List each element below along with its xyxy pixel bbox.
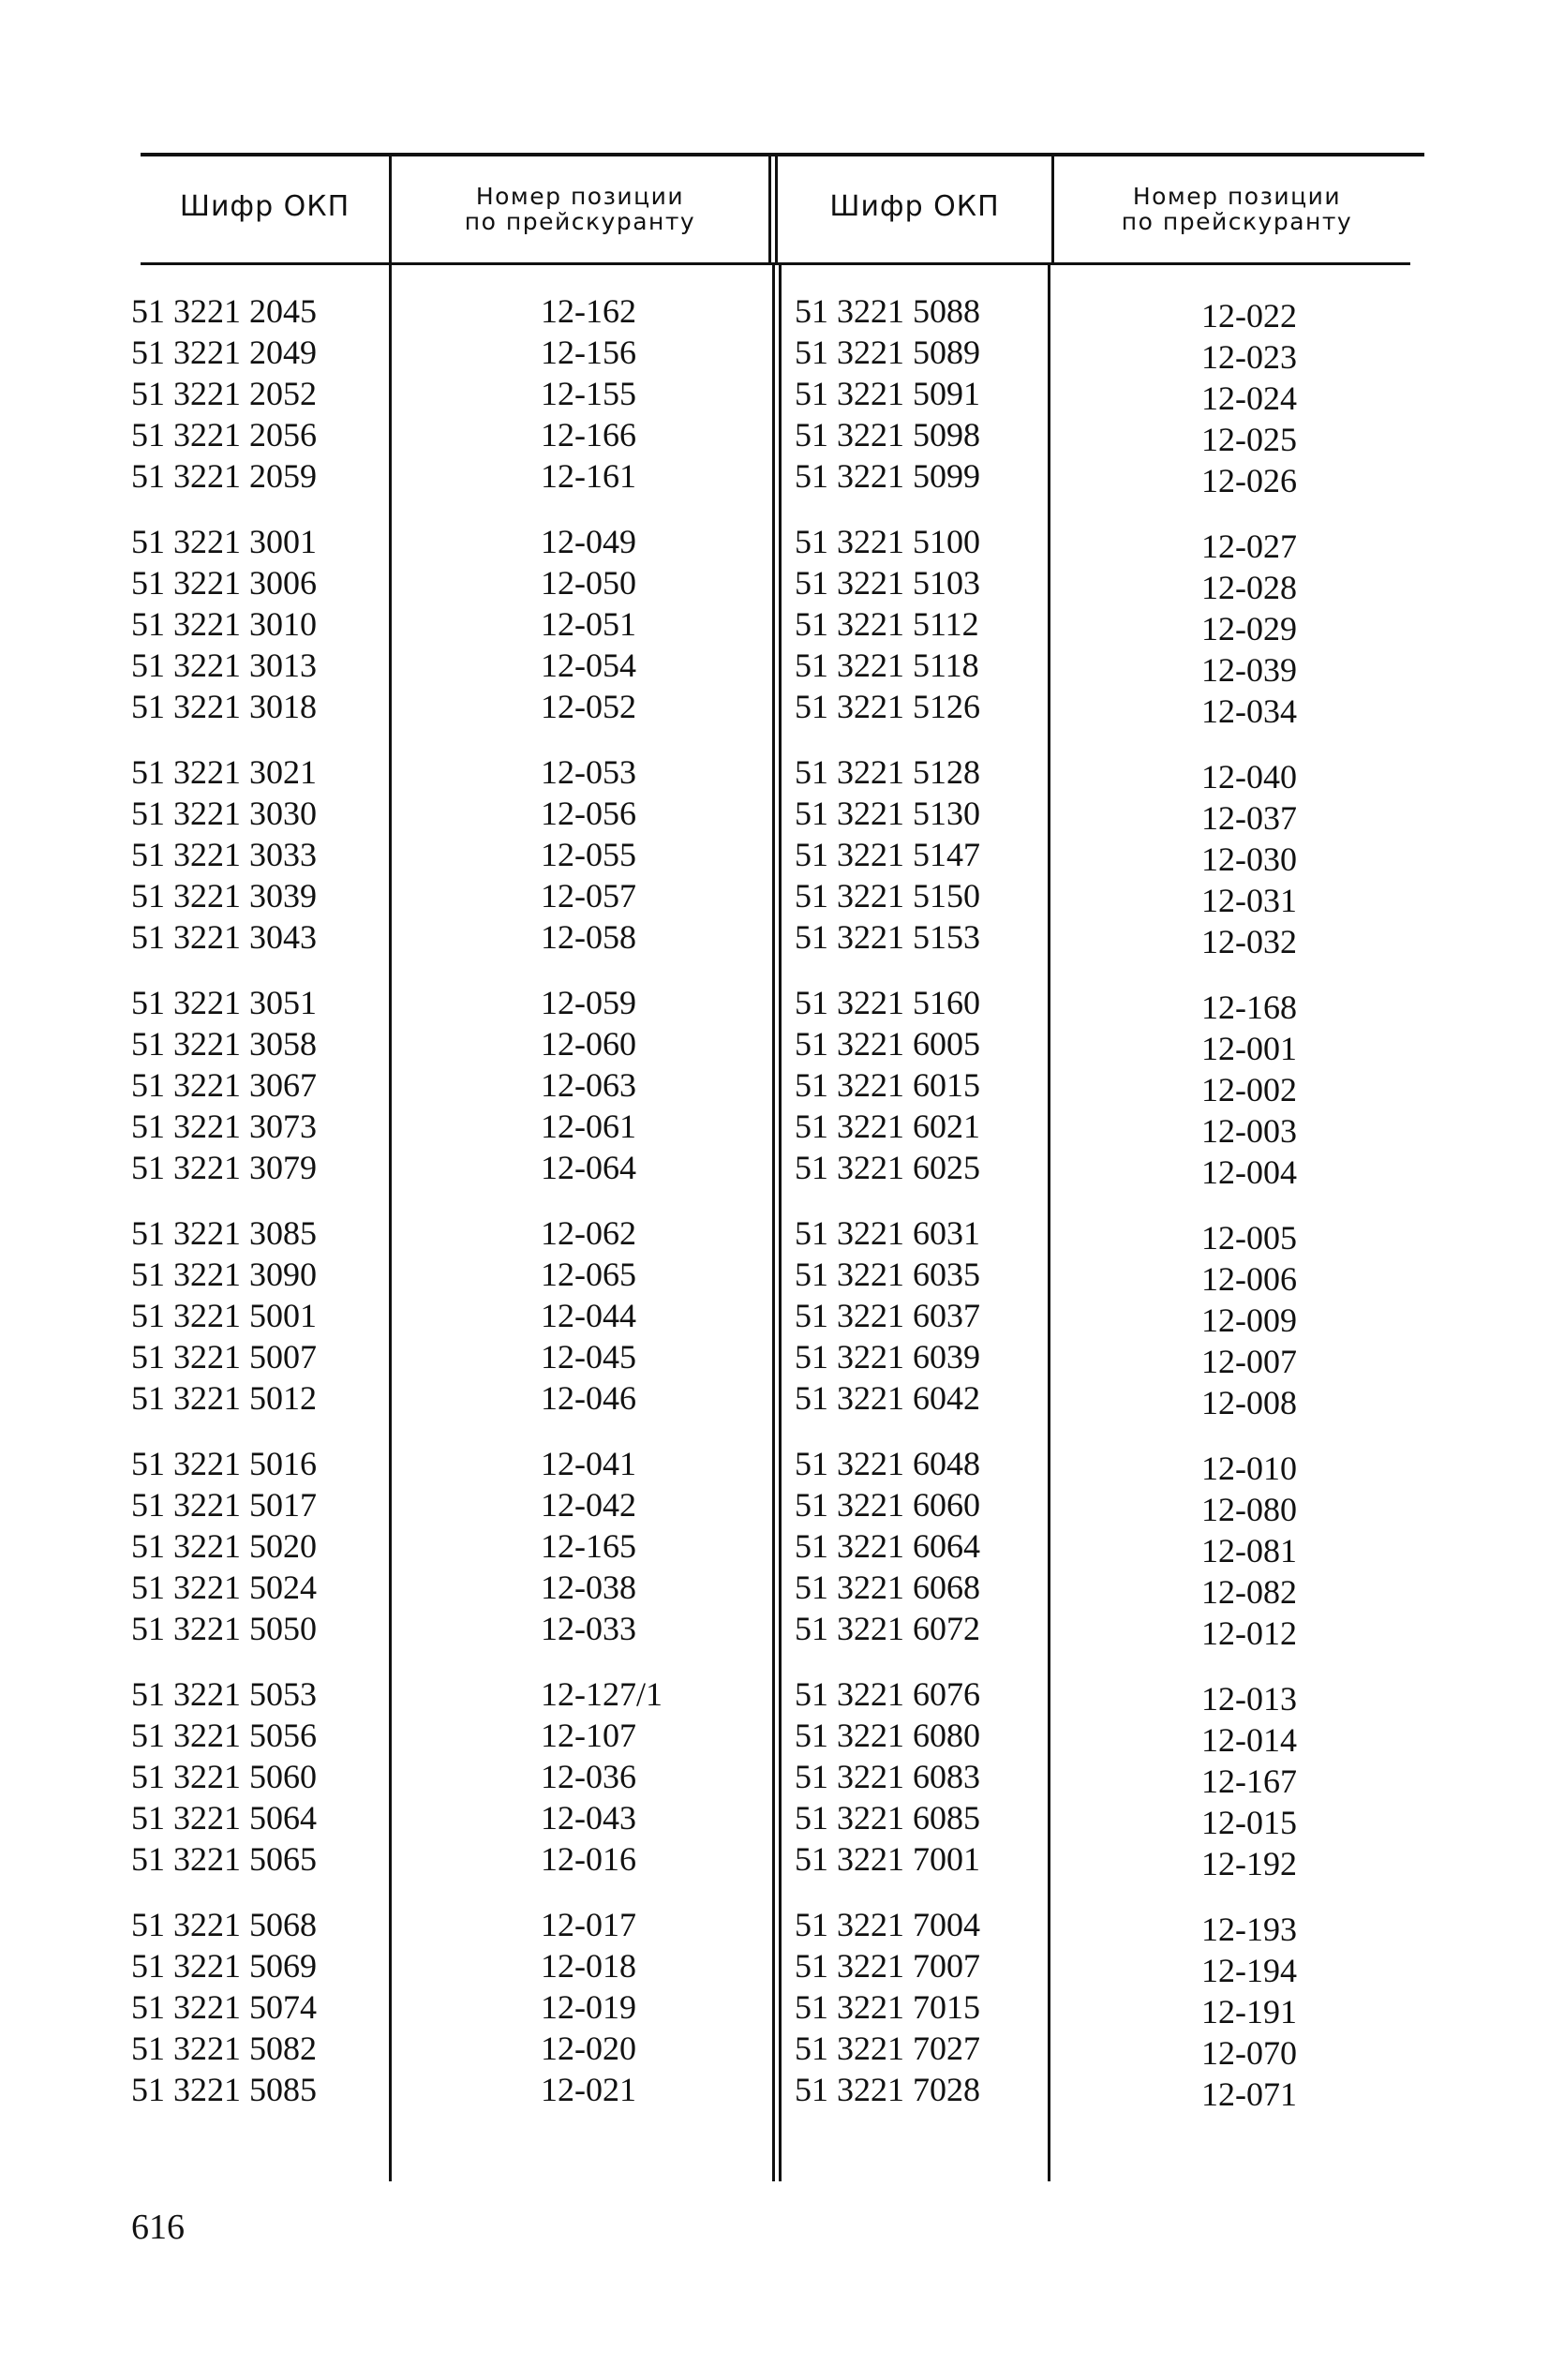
top-rule	[141, 153, 1424, 156]
price-position-left: 12-057	[541, 877, 636, 915]
price-position-left: 12-044	[541, 1297, 636, 1334]
price-position-left: 12-049	[541, 523, 636, 560]
price-position-right: 12-003	[1201, 1112, 1297, 1150]
price-position-left: 12-065	[541, 1256, 636, 1293]
okp-code-right: 51 3221 5100	[795, 523, 980, 560]
price-position-right: 12-193	[1201, 1911, 1297, 1948]
okp-code-left: 51 3221 5001	[131, 1297, 317, 1334]
center-double-divider-b-header	[775, 155, 778, 262]
okp-code-left: 51 3221 5012	[131, 1379, 317, 1417]
header-position-left	[392, 184, 768, 234]
header-position-left-line1: Номер позиции	[475, 183, 685, 210]
price-position-right: 12-001	[1201, 1030, 1297, 1067]
okp-code-right: 51 3221 6083	[795, 1758, 980, 1795]
price-position-right: 12-022	[1201, 297, 1297, 335]
price-position-right: 12-002	[1201, 1071, 1297, 1108]
price-position-left: 12-155	[541, 375, 636, 412]
okp-code-right: 51 3221 7007	[795, 1947, 980, 1985]
okp-code-right: 51 3221 7028	[795, 2071, 980, 2108]
price-position-left: 12-052	[541, 688, 636, 725]
price-position-left: 12-038	[541, 1569, 636, 1606]
okp-code-right: 51 3221 5089	[795, 334, 980, 371]
okp-code-left: 51 3221 5060	[131, 1758, 317, 1795]
price-position-right: 12-070	[1201, 2034, 1297, 2072]
price-position-right: 12-005	[1201, 1219, 1297, 1257]
price-position-left: 12-064	[541, 1149, 636, 1186]
okp-code-right: 51 3221 5091	[795, 375, 980, 412]
okp-code-left: 51 3221 5065	[131, 1840, 317, 1878]
header-position-left-line2: по прейскуранту	[464, 208, 696, 235]
price-position-left: 12-060	[541, 1025, 636, 1063]
price-position-left: 12-062	[541, 1214, 636, 1252]
okp-code-right: 51 3221 7004	[795, 1906, 980, 1943]
price-position-right: 12-168	[1201, 989, 1297, 1026]
price-position-left: 12-165	[541, 1527, 636, 1565]
okp-code-right: 51 3221 5098	[795, 416, 980, 454]
price-position-right: 12-024	[1201, 379, 1297, 417]
price-position-left: 12-059	[541, 984, 636, 1021]
price-position-left: 12-056	[541, 795, 636, 832]
header-code-left: Шифр ОКП	[179, 190, 350, 223]
okp-code-left: 51 3221 5053	[131, 1675, 317, 1713]
okp-code-right: 51 3221 7015	[795, 1988, 980, 2026]
okp-code-left: 51 3221 5056	[131, 1717, 317, 1754]
okp-code-left: 51 3221 5050	[131, 1610, 317, 1647]
okp-code-left: 51 3221 3058	[131, 1025, 317, 1063]
page-number: 616	[131, 2208, 185, 2247]
price-position-left: 12-021	[541, 2071, 636, 2108]
okp-code-left: 51 3221 3033	[131, 836, 317, 873]
header-position-right-line1: Номер позиции	[1132, 183, 1342, 210]
price-position-right: 12-167	[1201, 1763, 1297, 1800]
okp-code-right: 51 3221 5153	[795, 918, 980, 956]
price-position-right: 12-009	[1201, 1302, 1297, 1339]
okp-code-right: 51 3221 6064	[795, 1527, 980, 1565]
price-position-right: 12-027	[1201, 528, 1297, 565]
okp-code-right: 51 3221 5126	[795, 688, 980, 725]
price-position-right: 12-081	[1201, 1532, 1297, 1569]
okp-code-left: 51 3221 3013	[131, 647, 317, 684]
price-position-left: 12-017	[541, 1906, 636, 1943]
okp-code-left: 51 3221 2049	[131, 334, 317, 371]
okp-code-left: 51 3221 5007	[131, 1338, 317, 1376]
price-position-right: 12-034	[1201, 692, 1297, 730]
okp-code-left: 51 3221 3073	[131, 1108, 317, 1145]
price-position-right: 12-037	[1201, 799, 1297, 837]
okp-code-left: 51 3221 2059	[131, 457, 317, 495]
price-position-right: 12-010	[1201, 1450, 1297, 1487]
price-position-left: 12-043	[541, 1799, 636, 1837]
price-position-right: 12-028	[1201, 569, 1297, 606]
okp-code-left: 51 3221 5020	[131, 1527, 317, 1565]
okp-code-right: 51 3221 6021	[795, 1108, 980, 1145]
header-bottom-rule	[141, 262, 1410, 265]
okp-code-right: 51 3221 6060	[795, 1486, 980, 1524]
price-position-left: 12-051	[541, 605, 636, 643]
center-double-divider-b	[779, 265, 782, 2181]
okp-code-left: 51 3221 3067	[131, 1066, 317, 1104]
column-divider-1	[389, 265, 392, 2181]
okp-code-right: 51 3221 5088	[795, 292, 980, 330]
price-position-right: 12-040	[1201, 758, 1297, 796]
okp-code-left: 51 3221 3021	[131, 753, 317, 791]
price-position-right: 12-082	[1201, 1573, 1297, 1611]
price-position-right: 12-025	[1201, 421, 1297, 458]
header-position-right-line2: по прейскуранту	[1121, 208, 1353, 235]
okp-code-left: 51 3221 2056	[131, 416, 317, 454]
price-position-left: 12-033	[541, 1610, 636, 1647]
okp-code-left: 51 3221 3051	[131, 984, 317, 1021]
okp-code-right: 51 3221 6031	[795, 1214, 980, 1252]
okp-code-left: 51 3221 5064	[131, 1799, 317, 1837]
okp-code-right: 51 3221 5118	[795, 647, 979, 684]
okp-code-left: 51 3221 3018	[131, 688, 317, 725]
okp-code-left: 51 3221 5068	[131, 1906, 317, 1943]
okp-code-left: 51 3221 3085	[131, 1214, 317, 1252]
price-position-left: 12-054	[541, 647, 636, 684]
okp-code-right: 51 3221 6076	[795, 1675, 980, 1713]
price-position-right: 12-023	[1201, 338, 1297, 376]
price-position-left: 12-166	[541, 416, 636, 454]
price-position-left: 12-019	[541, 1988, 636, 2026]
okp-code-right: 51 3221 6037	[795, 1297, 980, 1334]
price-position-left: 12-061	[541, 1108, 636, 1145]
price-position-left: 12-050	[541, 564, 636, 602]
price-position-left: 12-156	[541, 334, 636, 371]
price-position-left: 12-127/1	[541, 1675, 663, 1713]
okp-code-right: 51 3221 5160	[795, 984, 980, 1021]
price-position-left: 12-063	[541, 1066, 636, 1104]
okp-code-left: 51 3221 5085	[131, 2071, 317, 2108]
okp-code-right: 51 3221 5103	[795, 564, 980, 602]
okp-code-right: 51 3221 5128	[795, 753, 980, 791]
price-position-left: 12-055	[541, 836, 636, 873]
okp-code-right: 51 3221 7027	[795, 2030, 980, 2067]
okp-code-right: 51 3221 5150	[795, 877, 980, 915]
okp-code-right: 51 3221 6025	[795, 1149, 980, 1186]
okp-code-right: 51 3221 7001	[795, 1840, 980, 1878]
okp-code-left: 51 3221 3030	[131, 795, 317, 832]
okp-code-left: 51 3221 5024	[131, 1569, 317, 1606]
okp-code-right: 51 3221 6042	[795, 1379, 980, 1417]
price-position-right: 12-015	[1201, 1804, 1297, 1841]
okp-code-left: 51 3221 3039	[131, 877, 317, 915]
price-position-left: 12-162	[541, 292, 636, 330]
price-position-right: 12-026	[1201, 462, 1297, 499]
price-position-right: 12-191	[1201, 1993, 1297, 2030]
price-position-left: 12-107	[541, 1717, 636, 1754]
price-position-right: 12-192	[1201, 1845, 1297, 1882]
price-position-right: 12-012	[1201, 1614, 1297, 1652]
price-position-left: 12-058	[541, 918, 636, 956]
price-position-right: 12-194	[1201, 1952, 1297, 1989]
column-divider-3	[1048, 265, 1050, 2181]
price-position-left: 12-042	[541, 1486, 636, 1524]
price-position-right: 12-006	[1201, 1260, 1297, 1298]
okp-code-left: 51 3221 3010	[131, 605, 317, 643]
price-position-right: 12-071	[1201, 2075, 1297, 2113]
okp-code-right: 51 3221 5112	[795, 605, 979, 643]
price-position-right: 12-080	[1201, 1491, 1297, 1528]
price-position-left: 12-046	[541, 1379, 636, 1417]
center-double-divider-a	[772, 265, 775, 2181]
okp-code-left: 51 3221 5017	[131, 1486, 317, 1524]
okp-code-right: 51 3221 6080	[795, 1717, 980, 1754]
price-position-left: 12-016	[541, 1840, 636, 1878]
okp-code-right: 51 3221 5130	[795, 795, 980, 832]
okp-code-right: 51 3221 6005	[795, 1025, 980, 1063]
price-position-left: 12-161	[541, 457, 636, 495]
price-position-left: 12-018	[541, 1947, 636, 1985]
okp-code-left: 51 3221 3001	[131, 523, 317, 560]
price-position-left: 12-045	[541, 1338, 636, 1376]
okp-code-left: 51 3221 3043	[131, 918, 317, 956]
price-position-left: 12-041	[541, 1445, 636, 1482]
okp-code-right: 51 3221 6048	[795, 1445, 980, 1482]
price-position-right: 12-004	[1201, 1153, 1297, 1191]
okp-code-right: 51 3221 6085	[795, 1799, 980, 1837]
okp-code-right: 51 3221 6039	[795, 1338, 980, 1376]
okp-code-left: 51 3221 3090	[131, 1256, 317, 1293]
price-position-right: 12-039	[1201, 651, 1297, 689]
center-double-divider-a-header	[768, 155, 771, 262]
okp-code-right: 51 3221 6072	[795, 1610, 980, 1647]
price-position-left: 12-020	[541, 2030, 636, 2067]
price-position-right: 12-013	[1201, 1680, 1297, 1718]
header-position-right	[1054, 184, 1420, 234]
okp-code-left: 51 3221 5082	[131, 2030, 317, 2067]
price-position-left: 12-053	[541, 753, 636, 791]
okp-code-left: 51 3221 2052	[131, 375, 317, 412]
price-position-right: 12-031	[1201, 882, 1297, 919]
price-position-right: 12-032	[1201, 923, 1297, 960]
okp-code-right: 51 3221 5147	[795, 836, 980, 873]
price-position-right: 12-014	[1201, 1721, 1297, 1759]
okp-code-left: 51 3221 2045	[131, 292, 317, 330]
okp-code-right: 51 3221 6068	[795, 1569, 980, 1606]
okp-code-left: 51 3221 5074	[131, 1988, 317, 2026]
price-position-right: 12-030	[1201, 840, 1297, 878]
okp-code-right: 51 3221 6015	[795, 1066, 980, 1104]
price-position-right: 12-008	[1201, 1384, 1297, 1421]
price-position-right: 12-029	[1201, 610, 1297, 647]
okp-code-left: 51 3221 3006	[131, 564, 317, 602]
header-code-right: Шифр ОКП	[829, 190, 1000, 223]
okp-code-left: 51 3221 3079	[131, 1149, 317, 1186]
okp-code-left: 51 3221 5069	[131, 1947, 317, 1985]
price-position-left: 12-036	[541, 1758, 636, 1795]
price-position-right: 12-007	[1201, 1343, 1297, 1380]
okp-code-right: 51 3221 5099	[795, 457, 980, 495]
okp-code-right: 51 3221 6035	[795, 1256, 980, 1293]
okp-code-left: 51 3221 5016	[131, 1445, 317, 1482]
